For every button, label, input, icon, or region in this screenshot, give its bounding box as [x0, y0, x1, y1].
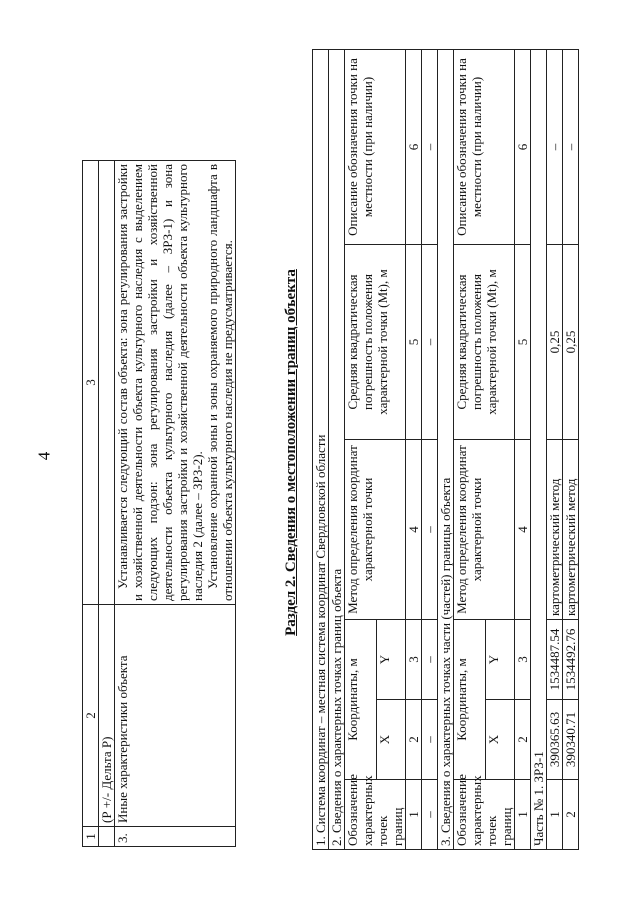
empty-value: – — [422, 49, 438, 244]
column-number: 4 — [515, 440, 531, 620]
point-method: картометрический метод — [547, 440, 563, 620]
point-error: 0,25 — [563, 245, 579, 440]
point-description: – — [563, 49, 579, 244]
point-error: 0,25 — [547, 245, 563, 440]
header-y: Y — [377, 620, 406, 700]
header-coordinates: Координаты, м — [454, 620, 486, 780]
row-number: 3. — [115, 827, 236, 847]
coordinate-system: 1. Система координат – местная система координат Свердловской области — [313, 49, 329, 849]
column-number-row — [515, 49, 531, 849]
point-y: 1534492.76 — [563, 620, 579, 700]
table-row — [563, 49, 579, 849]
column-number: 2 — [406, 700, 422, 780]
column-number: 1 — [406, 780, 422, 850]
table-header-row — [345, 49, 377, 849]
header-cell: 1 — [83, 827, 99, 847]
column-number: 3 — [515, 620, 531, 700]
page-number: 4 — [34, 451, 54, 461]
header-x: X — [377, 700, 406, 780]
section-3-title: 3. Сведения о характерных точках части (частей) границы объекта — [438, 49, 454, 849]
header-designation: Обозначение характерных точек границ — [454, 780, 515, 850]
characteristic-description — [115, 161, 236, 605]
column-number: 5 — [515, 245, 531, 440]
column-number: 2 — [515, 700, 531, 780]
empty-value: – — [422, 780, 438, 850]
empty-value: – — [422, 440, 438, 620]
header-y: Y — [486, 620, 515, 700]
part-label: Часть № 1. ЗРЗ-1 — [531, 49, 547, 849]
table-row — [547, 49, 563, 849]
header-error: Средняя квадратическая погрешность положения характерной точки (Mt), м — [454, 245, 515, 440]
point-number: 1 — [547, 780, 563, 850]
column-number: 4 — [406, 440, 422, 620]
header-error: Средняя квадратическая погрешность положения характерной точки (Mt), м — [345, 245, 406, 440]
column-number: 6 — [406, 49, 422, 244]
description-paragraph: Устанавливается следующий состав объекта: зона регулирования застройки и хозяйственной деятельности объекта культурного наследия с выделением следующих подзон: зона регулирования застройки и хозяйственной деятельности объекта культурного наследия (далее – ЗРЗ-1) и зона регулирования застройки и хозяйственной деятельности объекта культурного наследия 2 (далее – ЗРЗ-2). — [115, 164, 205, 601]
point-x: 390340.71 — [563, 700, 579, 780]
empty-value: – — [422, 245, 438, 440]
column-number: 1 — [515, 780, 531, 850]
point-x: 390365.63 — [547, 700, 563, 780]
empty-value: – — [422, 700, 438, 780]
table-row — [422, 49, 438, 849]
empty-cell — [99, 161, 115, 605]
header-cell: 3 — [83, 161, 99, 605]
continuation-text: (Р +/- Дельта Р) — [99, 605, 115, 827]
column-number: 6 — [515, 49, 531, 244]
table-row — [115, 161, 236, 847]
boundary-points-table — [312, 49, 579, 850]
point-y: 1534487.54 — [547, 620, 563, 700]
header-designation: Обозначение характерных точек границ — [345, 780, 406, 850]
table-row — [99, 161, 115, 847]
table-header-row — [83, 161, 99, 847]
header-description: Описание обозначения точки на местности (при наличии) — [454, 49, 515, 244]
empty-cell — [99, 827, 115, 847]
table-header-row — [454, 49, 486, 849]
column-number: 5 — [406, 245, 422, 440]
column-number: 3 — [406, 620, 422, 700]
section-title: Раздел 2. Сведения о местоположении границ объекта — [283, 269, 299, 636]
header-coordinates: Координаты, м — [345, 620, 377, 780]
point-method: картометрический метод — [563, 440, 579, 620]
characteristics-table — [82, 160, 236, 847]
header-method: Метод определения координат характерной точки — [345, 440, 406, 620]
characteristic-name: Иные характеристики объекта — [115, 605, 236, 827]
description-paragraph: Установление охранной зоны и зоны охраняемого природного ландшафта в отношении объекта культурного наследия не предусматривается. — [205, 164, 235, 601]
point-description: – — [547, 49, 563, 244]
header-method: Метод определения координат характерной точки — [454, 440, 515, 620]
column-number-row — [406, 49, 422, 849]
empty-value: – — [422, 620, 438, 700]
point-number: 2 — [563, 780, 579, 850]
section-2-title: 2. Сведения о характерных точках границ объекта — [329, 49, 345, 849]
header-description: Описание обозначения точки на местности (при наличии) — [345, 49, 406, 244]
header-cell: 2 — [83, 605, 99, 827]
header-x: X — [486, 700, 515, 780]
